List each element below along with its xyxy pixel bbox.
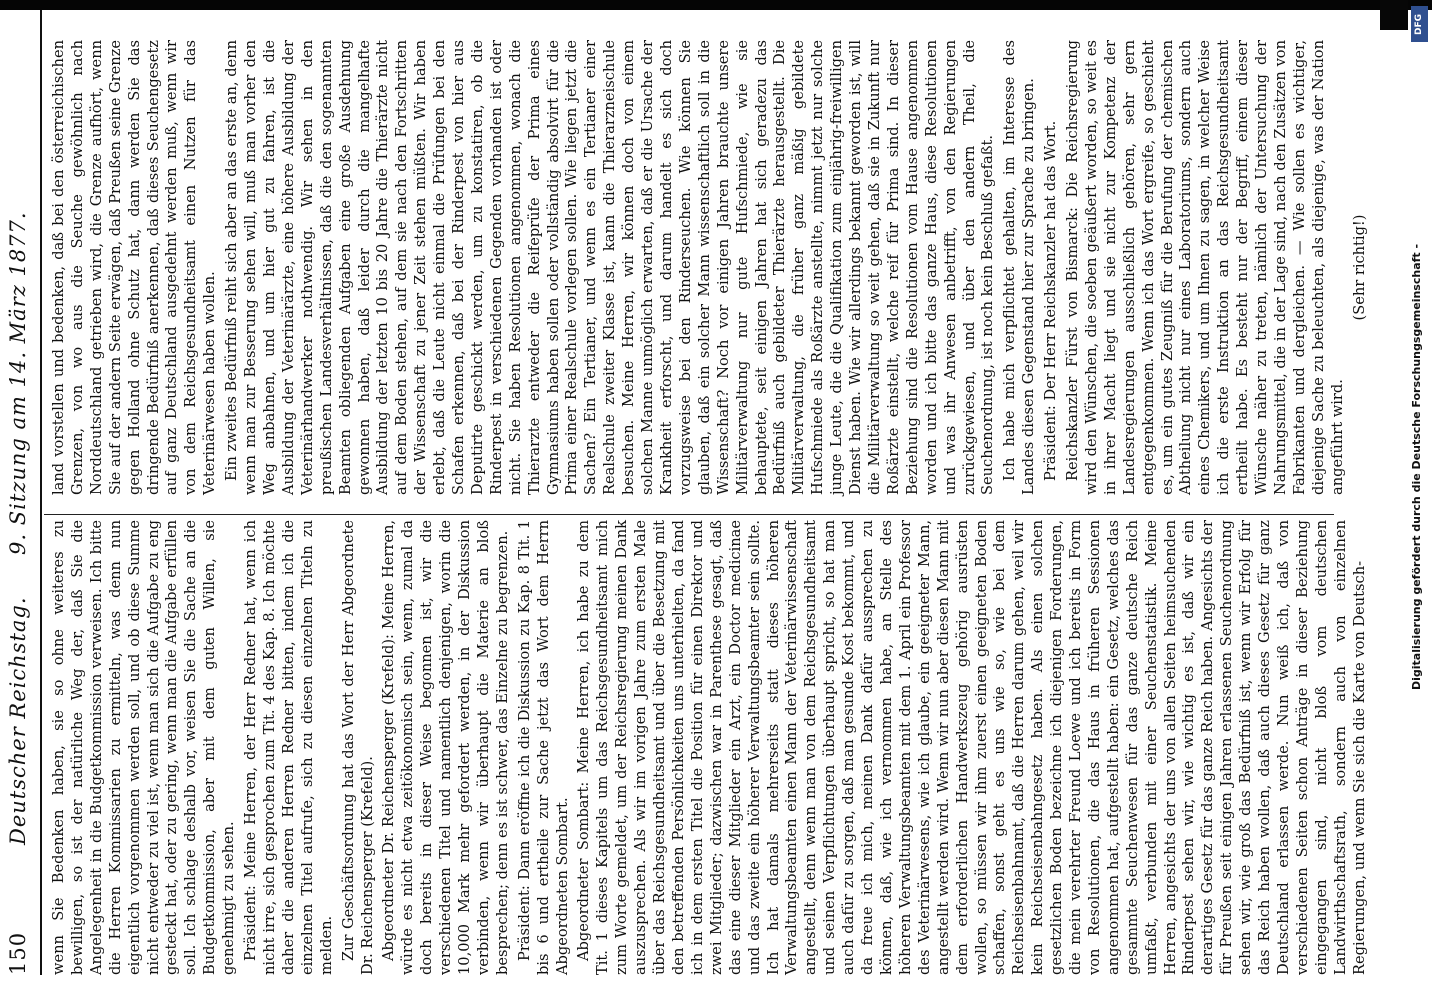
paragraph: Zur Geschäftsordnung hat das Wort der Herr Abgeordnete Dr. Reichensperger (Krefeld). <box>339 520 376 975</box>
column-divider <box>44 514 1334 515</box>
paragraph: Präsident: Meine Herren, der Herr Redner hat, wenn ich nicht irre, sich gesprochen zum Tit. 4 des Kap. 8. Ich möchte daher die anderen Herren Redner bitten, indem ich die einzelnen Titel aufrufe, sich zu diesen einzelnen Titeln zu melden. <box>242 520 335 975</box>
dfg-logo: DFG <box>1411 6 1428 42</box>
paragraph: wenn Sie Bedenken haben, sie so ohne weiteres zu bewilligen, so ist der natürliche Weg der, daß Sie die Angelegenheit in die Budgetkommission verweisen. Ich bitte die Herren Kommissarien zu ermitteln, was denn nun eigentlich vorgenommen werden soll, und ob diese Summe nicht entweder zu viel ist, wenn man sich die Aufgabe zu eng gesteckt hat, oder zu gering, wenn man die Aufgabe erfüllen soll. Ich schlage deshalb vor, weisen Sie die Sache an die Budgetkommission, aber mit dem guten Willen, sie genehmigt zu sehen. <box>50 520 238 975</box>
interjection: (Sehr richtig!) <box>1350 214 1368 321</box>
publication-title: Deutscher Reichstag. <box>6 596 30 845</box>
paragraph: Reichskanzler Fürst von Bismarck: Die Reichsregierung wird den Wünschen, die soeben geäußert worden, so weit es in ihrer Macht liegt und sie nicht zur Kompetenz der Landesregierungen ausschließlich gehören, sehr gern entgegenkommen. Wenn ich das Wort ergreife, so geschieht es, um ein gutes Zeugniß für die Berufung der chemischen Abtheilung nicht nur eines Laboratoriums, sondern auch eines Chemikers, und um Ihnen zu sagen, in welcher Weise ich die erste Instruktion an das Reichsgesundheitsamt ertheilt habe. Es besteht nur der Begriff, einem dieser Wünsche näher zu treten, nämlich der Untersuchung der Nahrungsmittel, die in der Lage sind, nach den Zusätzen von Fabrikanten und dergleichen. — Wie sollen es wichtiger, diejenige Sache zu beleuchten, als diejenige, was der Nation angeführt wird. <box>1064 40 1346 495</box>
right-column <box>50 40 1368 495</box>
binding-clip <box>1380 0 1408 30</box>
credit-text: Digitalisierung gefördert durch die Deutsche Forschungsgemeinschaft - <box>1410 243 1423 690</box>
left-column <box>50 520 1368 975</box>
page-header <box>4 5 38 975</box>
page-number: 150 <box>6 931 30 975</box>
paragraph: Abgeordneter Dr. Reichensperger (Krefeld): Meine Herren, würde es nicht etwa zeitökonomisch sein, wenn, zumal da doch bereits in dieser Weise begonnen ist, wir die verschiedenen Titel und namentlich denjenigen, worin die 10,000 Mark mehr gefordert werden, in der Diskussion verbinden, wenn wir überhaupt die Materie an bloß besprechen; denn es ist schwer, das Einzelne zu begrenzen. <box>380 520 511 975</box>
digitization-credit <box>1408 0 1432 1000</box>
paragraph: Präsident: Der Herr Reichskanzler hat das Wort. <box>1042 120 1060 481</box>
paragraph: Präsident: Dann eröffne ich die Diskussion zu Kap. 8 Tit. 1 bis 6 und ertheile zur Sache jetzt das Wort dem Herrn Abgeordneten Sombart. <box>515 520 571 975</box>
paragraph: Ich habe mich verpflichtet gehalten, im Interesse des Landes diesen Gegenstand hier zur Sprache zu bringen. <box>1001 40 1038 495</box>
paragraph: land vorstellen und bedenken, daß bei den österreichischen Grenzen, von wo aus die Seuche gewöhnlich nach Norddeutschland getrieben wird, die Grenze aufhört, wenn Sie auf der andern Seite erwägen, daß Preußen seine Grenze gegen Holland ohne Schutz hat, dann werden Sie das dringende Bedürfniß anerkennen, daß dieses Seuchengesetz auf ganz Deutschland ausgedehnt werden muß, wenn wir von dem Reichsgesundheitsamt einen Nutzen für das Veterinärwesen haben wollen. <box>50 40 219 495</box>
header-rule <box>40 5 42 975</box>
session-date: 9. Sitzung am 14. März 1877. <box>6 211 30 555</box>
binding-edge <box>0 0 1432 10</box>
paragraph: Ein zweites Bedürfniß reiht sich aber an das erste an, denn wenn man zur Besserung sehen will, muß man vorher den Weg anbahnen, und um hier gut zu fahren, ist die Ausbildung der Veterinärärzte, eine höhere Ausbildung der Veterinärhandwerker nothwendig. Wir sehen in den preußischen Landesverhältnissen, daß die den sogenannten Beamten obliegenden Aufgaben eine große Ausdehnung gewonnen haben, daß leider durch die mangelhafte Ausbildung der letzten 10 bis 20 Jahre die Thierärzte nicht auf dem Boden stehen, auf dem sie nach den Fortschritten der Wissenschaft zu jener Zeit stehen müßten. Wir haben erlebt, daß die Leute nicht einmal die Prüfungen bei den Schafen erkennen, daß bei der Rinderpest von hier aus Deputirte geschickt werden, um zu konstatiren, ob die Rinderpest in verschiedenen Gegenden vorhanden ist oder nicht. Sie haben Resolutionen angenommen, wonach die Thierarzte entweder die Reifeprüfe der Prima eines Gymnasiums haben sollen oder vollständig absolvirt für die Prima einer Realschule vorlegen sollen. Wie liegen jetzt die Sachen? Ein Tertianer, und wenn es ein Tertianer einer Realschule zweiter Klasse ist, kann die Thierarzneischule besuchen. Meine Herren, wir können doch von einem solchen Manne unmöglich erwarten, daß er die Ursache der Krankheit erforscht, und darum handelt es sich doch vorzugsweise bei den Rinderseuchen. Wie können Sie glauben, daß ein solcher Mann wissenschaftlich soll in die Wissenschaft? Noch vor einigen Jahren brauchte unsere Militärverwaltung nur gute Hufschmiede, wie sie behauptete, seit einigen Jahren hat sich geradezu das Bedürfniß auch gebildeter Thierärzte herausgestellt. Die Militärverwaltung, die früher ganz mäßig gebildete Hufschmiede als Roßärzte anstellte, nimmt jetzt nur solche junge Leute, die die Qualifikation zum einjährig-freiwilligen Dienst haben. Wie wir allerdings bekannt geworden ist, will die Militärverwaltung so weit gehen, daß sie in Zukunft nur Roßärzte einstellt, welche reif für Prima sind. In dieser Beziehung sind die Resolutionen vom Hause angenommen worden und ich bitte das ganze Haus, diese Resolutionen und was ihr Anwesen anbetrifft, von den Regierungen zurückgewiesen, und über den andern Theil, die Seuchenordnung, ist noch kein Beschluß gefaßt. <box>223 40 997 495</box>
paragraph: Abgeordneter Sombart: Meine Herren, ich habe zu dem Tit. 1 dieses Kapitels um das Reichsgesundheitsamt mich zum Worte gemeldet, um der Reichsregierung meinen Dank auszusprechen. Als wir im vorigen Jahre zum ersten Male über das Reichsgesundheitsamt und über die Besetzung mit den betreffenden Persönlichkeiten uns unterhielten, da fand ich in dem ersten Titel die Position für einen Direktor und zwei Mitglieder; dazwischen war in Parenthese gesagt, daß das eine dieser Mitglieder ein Arzt, ein Doctor medicinae und das zweite ein höherer Verwaltungsbeamter sein sollte. Ich hat damals mehrerseits statt dieses höheren Verwaltungsbeamten einen Mann der Veterinärwissenschaft angestellt, denn wenn man von dem Reichsgesundheitsamt und seinen Verpflichtungen überhaupt spricht, so hat man auch dafür zu sorgen, daß man gesunde Kost bekommt, und da freue ich mich, meinen Dank dafür aussprechen zu können, daß, wie ich vernommen habe, an Stelle des höheren Verwaltungsbeamten mit dem 1. April ein Professor des Veterinärwesens, wie ich glaube, ein geeigneter Mann, angestellt werden wird. Wenn wir nun aber diesen Mann mit dem erforderlichen Handwerkszeug gehörig ausrüsten wollen, so müssen wir ihm zuerst einen geeigneten Boden schaffen, sonst geht es uns wie so, wie bei dem Reichseisenbahnamt, daß die Herren darum gehen, weil wir kein Reichseisenbahngesetz haben. Als einen solchen gesetzlichen Boden bezeichne ich diejenigen Forderungen, die mein verehrter Freund Loewe und ich bereits in Form von Resolutionen, die das Haus in früheren Sessionen angenommen hat, aufgestellt haben: ein Gesetz, welches das gesammte Seuchenwesen für das ganze deutsche Reich umfaßt, verbunden mit einer Seuchenstatistik. Meine Herren, angesichts der uns von allen Seiten heimsuchenden Rinderpest sehen wir, wie wichtig es ist, daß wir ein derartiges Gesetz für das ganze Reich haben. Angesichts der für Preußen seit einigen Jahren erlassenen Seuchenordnung sehen wir, wie groß das Bedürfniß ist, wenn wir Erfolg für das Reich haben wollen, daß auch dieses Gesetz für ganz Deutschland erlassen werde. Nun weiß ich, daß von verschiedenen Seiten schon Anträge in dieser Beziehung eingegangen sind, nicht bloß vom deutschen Landwirthschaftsrath, sondern auch von einzelnen Regierungen, und wenn Sie sich die Karte von Deutsch- <box>575 520 1368 975</box>
